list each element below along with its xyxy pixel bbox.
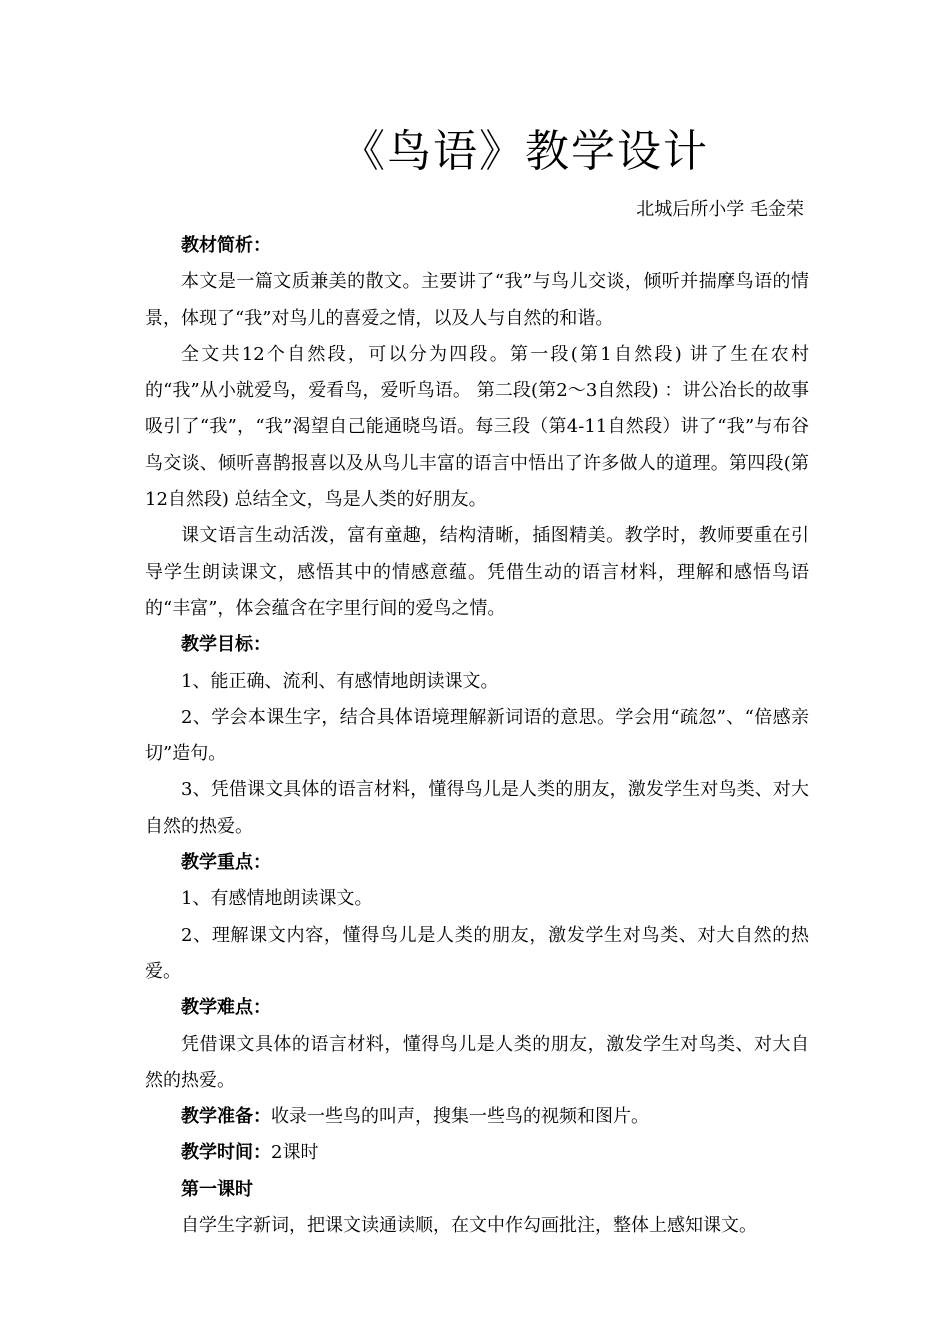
focus-item-1: 1、有感情地朗读课文。 xyxy=(181,888,373,910)
analysis-paragraph-3: 课文语言生动活泼，富有童趣，结构清晰，插图精美。教学时，教师要重在引导学生朗读课文，感悟其中的情感意蕴。凭借生动的语言材料，理解和感悟鸟语的“丰富”，体会蕴含在字里行间的爱鸟之情。 xyxy=(145,525,809,619)
time-label: 教学时间： xyxy=(181,1142,271,1164)
lesson1-heading: 第一课时 xyxy=(181,1178,253,1200)
analysis-paragraph-1: 本文是一篇文质兼美的散文。主要讲了“我”与鸟儿交谈，倾听并揣摩鸟语的情景，体现了“我”对鸟儿的喜爱之情，以及人与自然的和谐。 xyxy=(145,271,809,329)
author-line: 北城后所小学 毛金荣 xyxy=(636,199,804,220)
prep-line xyxy=(145,1099,809,1135)
analysis-paragraph-2: 全文共12个自然段，可以分为四段。第一段(第1自然段) 讲了生在农村的“我”从小就爱鸟，爱看鸟，爱听鸟语。 第二段(第2～3自然段) ：讲公冶长的故事吸引了“我”，“我”渴望自己能通晓鸟语。每三段（第4-11自然段）讲了“我”与布谷鸟交谈、倾听喜鹊报喜以及从鸟儿丰富的语言中悟出了许多做人的道理。第四段(第12自然段) 总结全文，鸟是人类的好朋友。 xyxy=(145,343,809,511)
document-body xyxy=(145,228,809,1244)
time-text: 2课时 xyxy=(271,1142,319,1164)
focus-item-2: 2、理解课文内容，懂得鸟儿是人类的朋友，激发学生对鸟类、对大自然的热爱。 xyxy=(145,924,809,982)
difficulty-heading: 教学难点： xyxy=(181,997,271,1019)
analysis-heading: 教材简析： xyxy=(181,235,271,256)
time-line xyxy=(145,1135,809,1171)
goal-item-3: 3、凭借课文具体的语言材料，懂得鸟儿是人类的朋友，激发学生对鸟类、对大自然的热爱。 xyxy=(145,779,809,837)
goal-item-2: 2、学会本课生字，结合具体语境理解新词语的意思。学会用“疏忽”、“倍感亲切”造句。 xyxy=(145,706,809,765)
prep-label: 教学准备： xyxy=(181,1106,271,1128)
lesson1-text: 自学生字新词，把课文读通读顺，在文中作勾画批注，整体上感知课文。 xyxy=(181,1215,757,1237)
goals-heading: 教学目标： xyxy=(181,634,271,656)
document-title: 《鸟语》教学设计 xyxy=(341,126,709,177)
prep-text: 收录一些鸟的叫声，搜集一些鸟的视频和图片。 xyxy=(271,1106,649,1128)
focus-heading: 教学重点： xyxy=(181,852,271,874)
goal-item-1: 1、能正确、流利、有感情地朗读课文。 xyxy=(181,670,499,692)
difficulty-item-1: 凭借课文具体的语言材料，懂得鸟儿是人类的朋友，激发学生对鸟类、对大自然的热爱。 xyxy=(145,1033,809,1091)
